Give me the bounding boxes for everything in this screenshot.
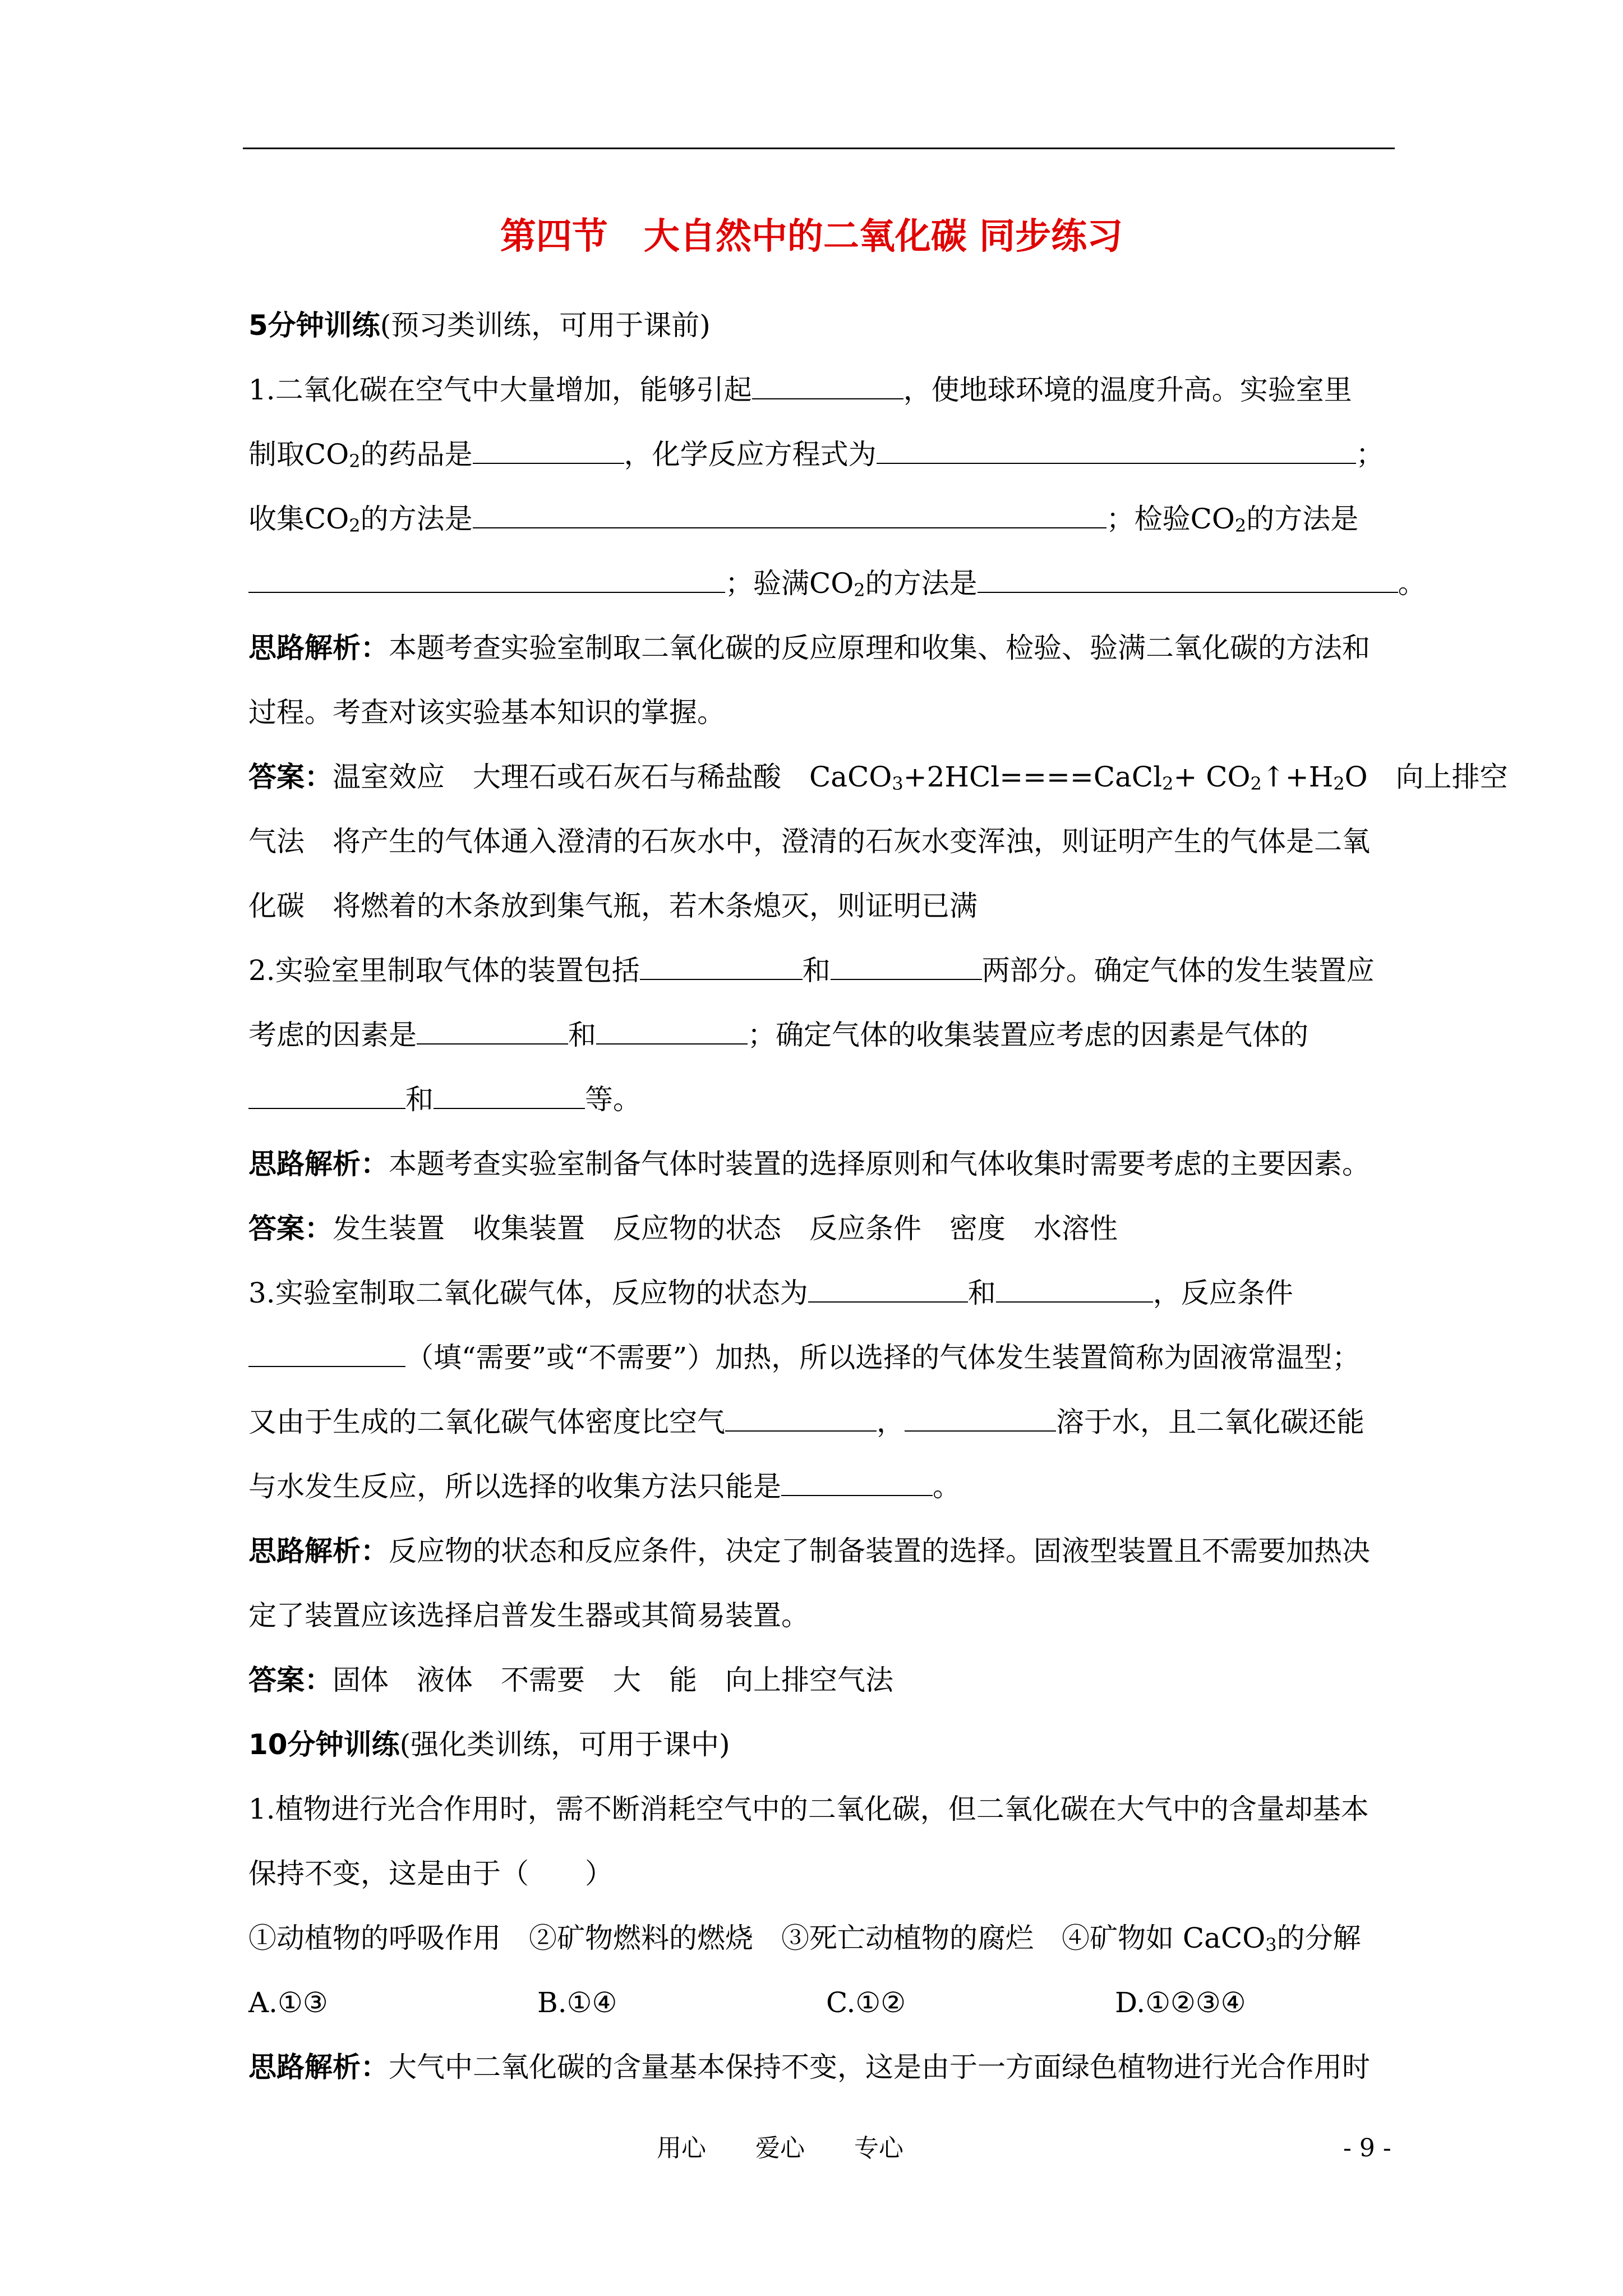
answer-blank[interactable] xyxy=(725,1405,877,1432)
question-3-line-2: （填“需要”或“不需要”）加热，所以选择的气体发生装置简称为固液常温型； xyxy=(248,1326,1404,1390)
answer-1-line-1: 答案：温室效应 大理石或石灰石与稀盐酸 CaCO$_3$+2HCl====CaCl$_2$+ $CO_2↑+H_2O$ 向上排空 xyxy=(248,761,1508,794)
question-1-line-1: 1.二氧化碳在空气中大量增加，能够引起 ，使地球环境的温度升高。实验室里 xyxy=(248,374,1352,406)
answer-blank[interactable] xyxy=(596,1018,748,1045)
analysis-1-line-2: 过程。考查对该实验基本知识的掌握。 xyxy=(248,696,725,729)
answer-blank[interactable] xyxy=(248,1083,405,1109)
analysis-3-line-1: 思路解析：反应物的状态和反应条件，决定了制备装置的选择。固液型装置且不需要加热决 xyxy=(248,1535,1370,1567)
answer-blank[interactable] xyxy=(978,567,1398,593)
question-2-line-2: 考虑的因素是 和 ；确定气体的收集装置应考虑的因素是气体的 xyxy=(248,1019,1308,1051)
analysis-2: 思路解析：本题考查实验室制备气体时装置的选择原则和气体收集时需要考虑的主要因素。 xyxy=(248,1148,1370,1180)
answer-3: 答案：固体 液体 不需要 大 能 向上排空气法 xyxy=(248,1664,893,1696)
question-2-line-3: 和 等。 xyxy=(248,1068,1404,1132)
page-title: 第四节 大自然中的二氧化碳 同步练习 xyxy=(500,216,1123,257)
answer-blank[interactable] xyxy=(996,1276,1153,1303)
footer-motto: 用心 爱心 专心 xyxy=(657,2134,903,2162)
answer-blank[interactable] xyxy=(473,438,624,464)
answer-1-line-2: 气法 将产生的气体通入澄清的石灰水中，澄清的石灰水变浑浊，则证明产生的气体是二氧 xyxy=(248,825,1370,858)
answer-blank[interactable] xyxy=(248,1341,405,1367)
answer-blank[interactable] xyxy=(417,1018,568,1045)
header-rule xyxy=(243,148,1395,149)
question-4-options xyxy=(248,1971,1404,2035)
option-d[interactable]: D.①②③④ xyxy=(1115,1986,1246,2019)
analysis-3-line-2: 定了装置应该选择启普发生器或其简易装置。 xyxy=(248,1599,809,1632)
option-b[interactable]: B.①④ xyxy=(537,1986,617,2019)
answer-blank[interactable] xyxy=(752,373,903,399)
answer-blank[interactable] xyxy=(473,502,1106,528)
question-3-line-4: 与水发生反应，所以选择的收集方法只能是 。 xyxy=(248,1470,961,1503)
answer-blank[interactable] xyxy=(808,1276,968,1303)
answer-blank[interactable] xyxy=(640,954,803,980)
answer-1-line-3: 化碳 将燃着的木条放到集气瓶，若木条熄灭，则证明已满 xyxy=(248,890,978,922)
question-1-line-2: 制取$CO_2$的药品是 ，化学反应方程式为 ； xyxy=(248,438,1384,472)
analysis-4: 思路解析：大气中二氧化碳的含量基本保持不变，这是由于一方面绿色植物进行光合作用时 xyxy=(248,2051,1370,2083)
answer-2: 答案：发生装置 收集装置 反应物的状态 反应条件 密度 水溶性 xyxy=(248,1212,1118,1245)
analysis-1-line-1: 思路解析：本题考查实验室制取二氧化碳的反应原理和收集、检验、验满二氧化碳的方法和 xyxy=(248,632,1370,664)
answer-blank[interactable] xyxy=(831,954,982,980)
question-3-line-1: 3.实验室制取二氧化碳气体，反应物的状态为 和 ，反应条件 xyxy=(248,1277,1293,1309)
question-4-line-1: 1.植物进行光合作用时，需不断消耗空气中的二氧化碳，但二氧化碳在大气中的含量却基本 xyxy=(248,1793,1369,1825)
question-2-line-1: 2.实验室里制取气体的装置包括 和 两部分。确定气体的发生装置应 xyxy=(248,954,1375,987)
question-3-line-3: 又由于生成的二氧化碳气体密度比空气 ， 溶于水，且二氧化碳还能 xyxy=(248,1406,1364,1438)
answer-blank[interactable] xyxy=(905,1405,1056,1432)
answer-blank[interactable] xyxy=(877,438,1356,464)
option-c[interactable]: C.①② xyxy=(826,1986,906,2019)
answer-blank[interactable] xyxy=(781,1470,933,1496)
question-4-line-2: 保持不变，这是由于（ ） xyxy=(248,1857,613,1890)
section-heading-5min: 5分钟训练(预习类训练，可用于课前) xyxy=(248,309,711,342)
document-body xyxy=(248,293,1508,2100)
section-heading-10min: 10分钟训练(强化类训练，可用于课中) xyxy=(248,1728,730,1761)
answer-blank[interactable] xyxy=(248,567,725,593)
page-number: - 9 - xyxy=(1343,2134,1391,2162)
option-a[interactable]: A.①③ xyxy=(248,1986,328,2019)
answer-blank[interactable] xyxy=(434,1083,585,1109)
question-1-line-4: ；验满$CO_2$的方法是 。 xyxy=(248,551,1404,616)
question-1-line-3: 收集$CO_2$的方法是 ；检验$CO_2$的方法是 xyxy=(248,503,1359,536)
question-4-line-3: ①动植物的呼吸作用 ②矿物燃料的燃烧 ③死亡动植物的腐烂 ④矿物如 CaCO$_3$的分解 xyxy=(248,1922,1361,1955)
